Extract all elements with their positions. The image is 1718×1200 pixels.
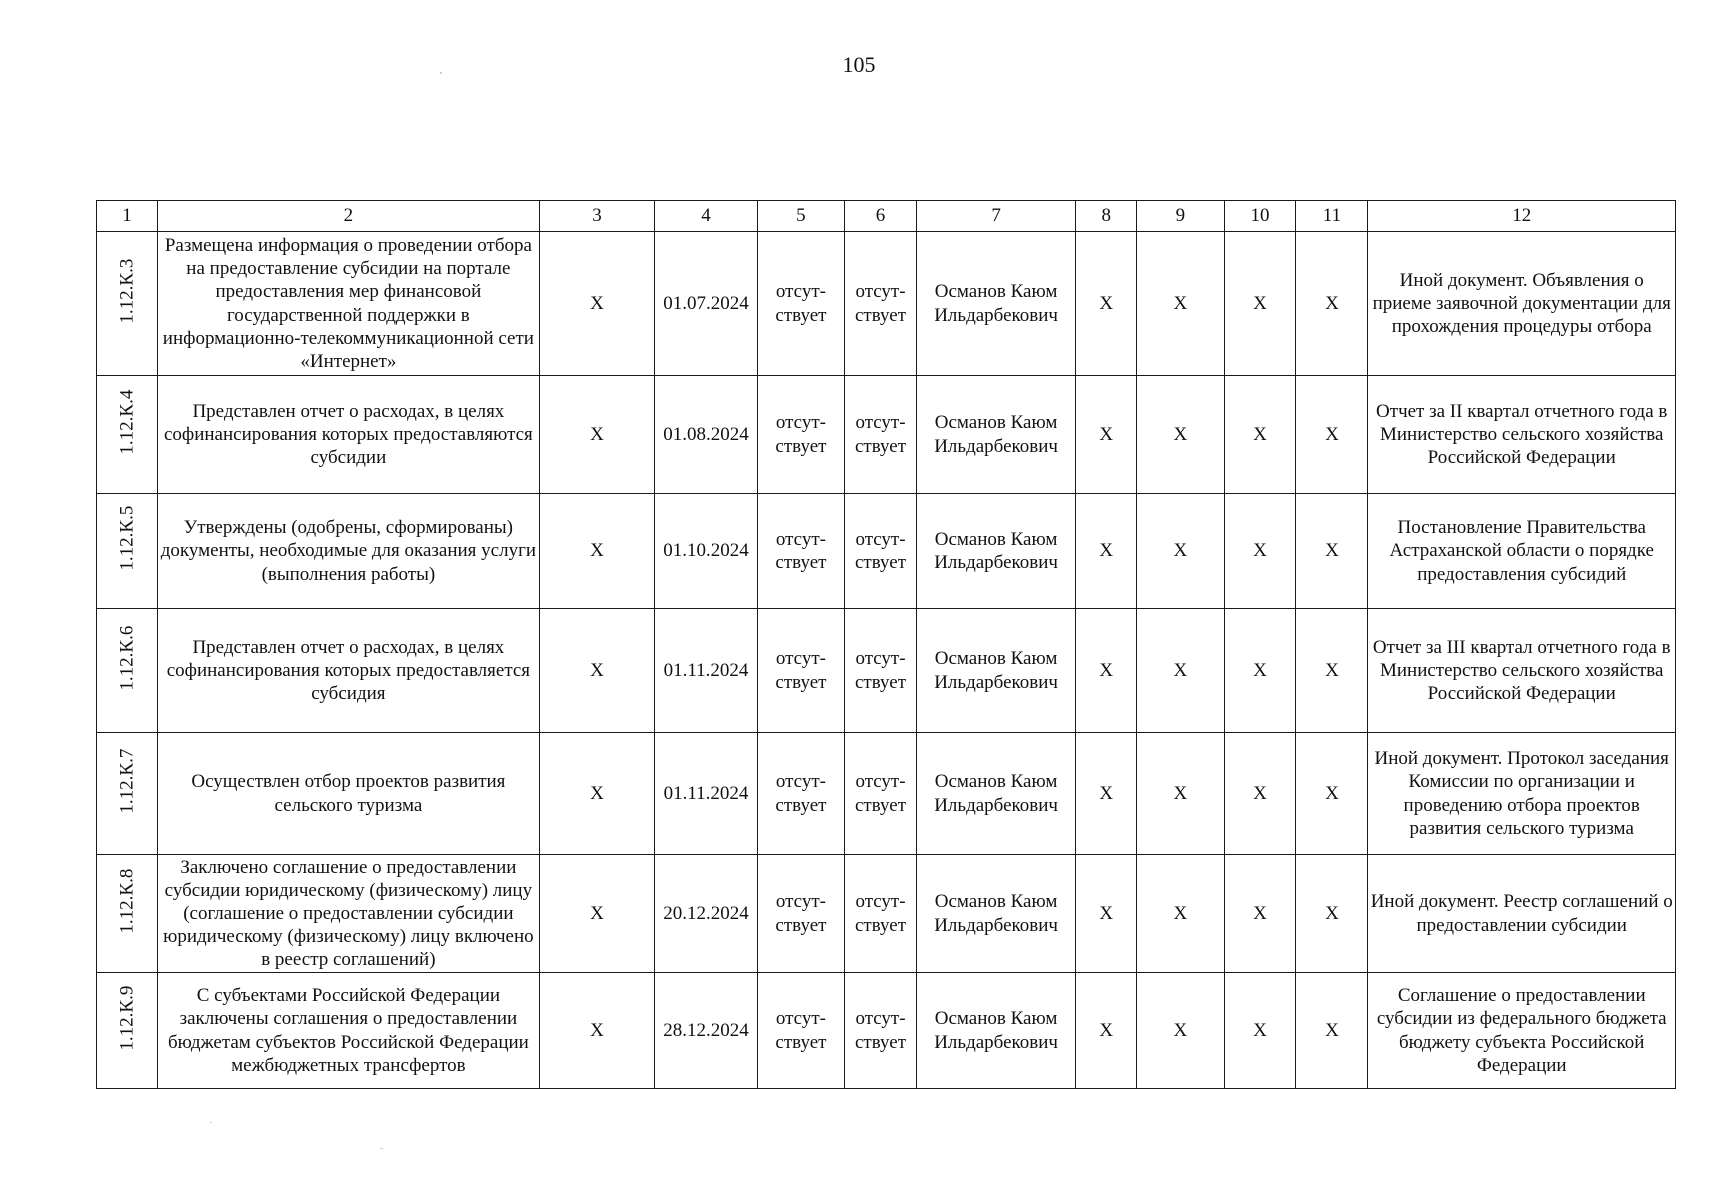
row-col11: Х (1296, 232, 1368, 376)
row-col5: отсут-ствует (757, 973, 844, 1089)
row-col11: Х (1296, 376, 1368, 494)
row-col11: Х (1296, 494, 1368, 609)
scan-dot (440, 72, 442, 74)
header-cell: 11 (1296, 201, 1368, 232)
row-code-cell (97, 733, 158, 855)
scan-dot (210, 1122, 212, 1123)
row-col3: Х (539, 855, 655, 973)
row-document: Отчет за II квартал отчетного года в Министерство сельского хозяйства Российской Федерации (1368, 376, 1676, 494)
row-col8: Х (1076, 494, 1137, 609)
row-code-cell (97, 232, 158, 376)
row-col5: отсут-ствует (757, 733, 844, 855)
row-code: 1.12.К.5 (116, 506, 138, 571)
row-responsible: Османов Каюм Ильдарбекович (917, 855, 1076, 973)
row-col6: отсут-ствует (845, 494, 917, 609)
row-responsible: Османов Каюм Ильдарбекович (917, 376, 1076, 494)
row-document: Иной документ. Реестр соглашений о предоставлении субсидии (1368, 855, 1676, 973)
row-document: Постановление Правительства Астраханской области о порядке предоставления субсидий (1368, 494, 1676, 609)
header-cell: 1 (97, 201, 158, 232)
row-date: 01.11.2024 (655, 733, 758, 855)
row-col5: отсут-ствует (757, 232, 844, 376)
row-date: 01.11.2024 (655, 609, 758, 733)
row-col10: Х (1224, 232, 1296, 376)
table-row (97, 733, 1676, 855)
header-cell: 8 (1076, 201, 1137, 232)
row-col3: Х (539, 232, 655, 376)
row-col3: Х (539, 494, 655, 609)
table-row (97, 855, 1676, 973)
row-col8: Х (1076, 855, 1137, 973)
header-cell: 2 (158, 201, 540, 232)
row-col10: Х (1224, 609, 1296, 733)
row-col9: Х (1137, 494, 1224, 609)
table-row (97, 973, 1676, 1089)
row-responsible: Османов Каюм Ильдарбекович (917, 609, 1076, 733)
row-description: Утверждены (одобрены, сформированы) документы, необходимые для оказания услуги (выполнения работы) (158, 494, 540, 609)
header-cell: 9 (1137, 201, 1224, 232)
row-date: 01.08.2024 (655, 376, 758, 494)
row-date: 20.12.2024 (655, 855, 758, 973)
row-col9: Х (1137, 376, 1224, 494)
table-row (97, 232, 1676, 376)
row-col6: отсут-ствует (845, 855, 917, 973)
header-cell: 5 (757, 201, 844, 232)
row-col9: Х (1137, 232, 1224, 376)
header-cell: 10 (1224, 201, 1296, 232)
row-code: 1.12.К.6 (116, 625, 138, 691)
scan-dot (380, 1148, 383, 1149)
report-table (96, 200, 1676, 1089)
row-responsible: Османов Каюм Ильдарбекович (917, 494, 1076, 609)
row-description: Представлен отчет о расходах, в целях софинансирования которых предоставляется субсидия (158, 609, 540, 733)
row-col3: Х (539, 733, 655, 855)
row-code: 1.12.К.3 (116, 258, 138, 324)
row-col11: Х (1296, 733, 1368, 855)
row-code: 1.12.К.4 (116, 389, 138, 455)
row-date: 01.10.2024 (655, 494, 758, 609)
row-description: Заключено соглашение о предоставлении субсидии юридическому (физическому) лицу (соглашение о предоставлении субсидии юридическому (физическому) лицу включено в реестр соглашений) (158, 855, 540, 973)
row-code: 1.12.К.8 (116, 868, 138, 934)
row-col10: Х (1224, 733, 1296, 855)
row-col8: Х (1076, 232, 1137, 376)
row-col5: отсут-ствует (757, 855, 844, 973)
row-document: Иной документ. Объявления о приеме заявочной документации для прохождения процедуры отбора (1368, 232, 1676, 376)
row-col8: Х (1076, 973, 1137, 1089)
row-col6: отсут-ствует (845, 609, 917, 733)
row-date: 28.12.2024 (655, 973, 758, 1089)
row-col9: Х (1137, 855, 1224, 973)
row-responsible: Османов Каюм Ильдарбекович (917, 973, 1076, 1089)
row-code-cell (97, 376, 158, 494)
row-document: Отчет за III квартал отчетного года в Министерство сельского хозяйства Российской Федерации (1368, 609, 1676, 733)
row-col11: Х (1296, 609, 1368, 733)
row-description: Размещена информация о проведении отбора на предоставление субсидии на портале предоставления мер финансовой государственной поддержки в информационно-телекоммуникационной сети «Интернет» (158, 232, 540, 376)
row-col5: отсут-ствует (757, 609, 844, 733)
row-responsible: Османов Каюм Ильдарбекович (917, 232, 1076, 376)
row-code: 1.12.К.7 (116, 748, 138, 814)
header-cell: 4 (655, 201, 758, 232)
table-row (97, 494, 1676, 609)
row-col5: отсут-ствует (757, 376, 844, 494)
row-description: С субъектами Российской Федерации заключены соглашения о предоставлении бюджетам субъектов Российской Федерации межбюджетных трансфертов (158, 973, 540, 1089)
page-number: 105 (842, 52, 876, 77)
row-code: 1.12.К.9 (116, 985, 138, 1051)
row-document: Иной документ. Протокол заседания Комиссии по организации и проведению отбора проектов развития сельского туризма (1368, 733, 1676, 855)
row-col11: Х (1296, 855, 1368, 973)
row-col3: Х (539, 973, 655, 1089)
header-cell: 3 (539, 201, 655, 232)
table-row (97, 609, 1676, 733)
row-col10: Х (1224, 973, 1296, 1089)
header-cell: 12 (1368, 201, 1676, 232)
row-responsible: Османов Каюм Ильдарбекович (917, 733, 1076, 855)
row-col6: отсут-ствует (845, 973, 917, 1089)
row-col11: Х (1296, 973, 1368, 1089)
row-code-cell (97, 494, 158, 609)
row-code-cell (97, 855, 158, 973)
header-cell: 7 (917, 201, 1076, 232)
row-col8: Х (1076, 609, 1137, 733)
row-code-cell (97, 973, 158, 1089)
row-col9: Х (1137, 733, 1224, 855)
row-col3: Х (539, 376, 655, 494)
table-row (97, 376, 1676, 494)
header-row (97, 201, 1676, 232)
row-col6: отсут-ствует (845, 376, 917, 494)
row-col6: отсут-ствует (845, 232, 917, 376)
row-col3: Х (539, 609, 655, 733)
row-col8: Х (1076, 733, 1137, 855)
row-document: Соглашение о предоставлении субсидии из федерального бюджета бюджету субъекта Российской Федерации (1368, 973, 1676, 1089)
row-col9: Х (1137, 973, 1224, 1089)
row-col10: Х (1224, 494, 1296, 609)
row-date: 01.07.2024 (655, 232, 758, 376)
row-description: Осуществлен отбор проектов развития сельского туризма (158, 733, 540, 855)
row-col10: Х (1224, 376, 1296, 494)
row-description: Представлен отчет о расходах, в целях софинансирования которых предоставляются субсидии (158, 376, 540, 494)
row-col10: Х (1224, 855, 1296, 973)
row-col9: Х (1137, 609, 1224, 733)
row-col5: отсут-ствует (757, 494, 844, 609)
header-cell: 6 (845, 201, 917, 232)
row-col8: Х (1076, 376, 1137, 494)
row-col6: отсут-ствует (845, 733, 917, 855)
row-code-cell (97, 609, 158, 733)
